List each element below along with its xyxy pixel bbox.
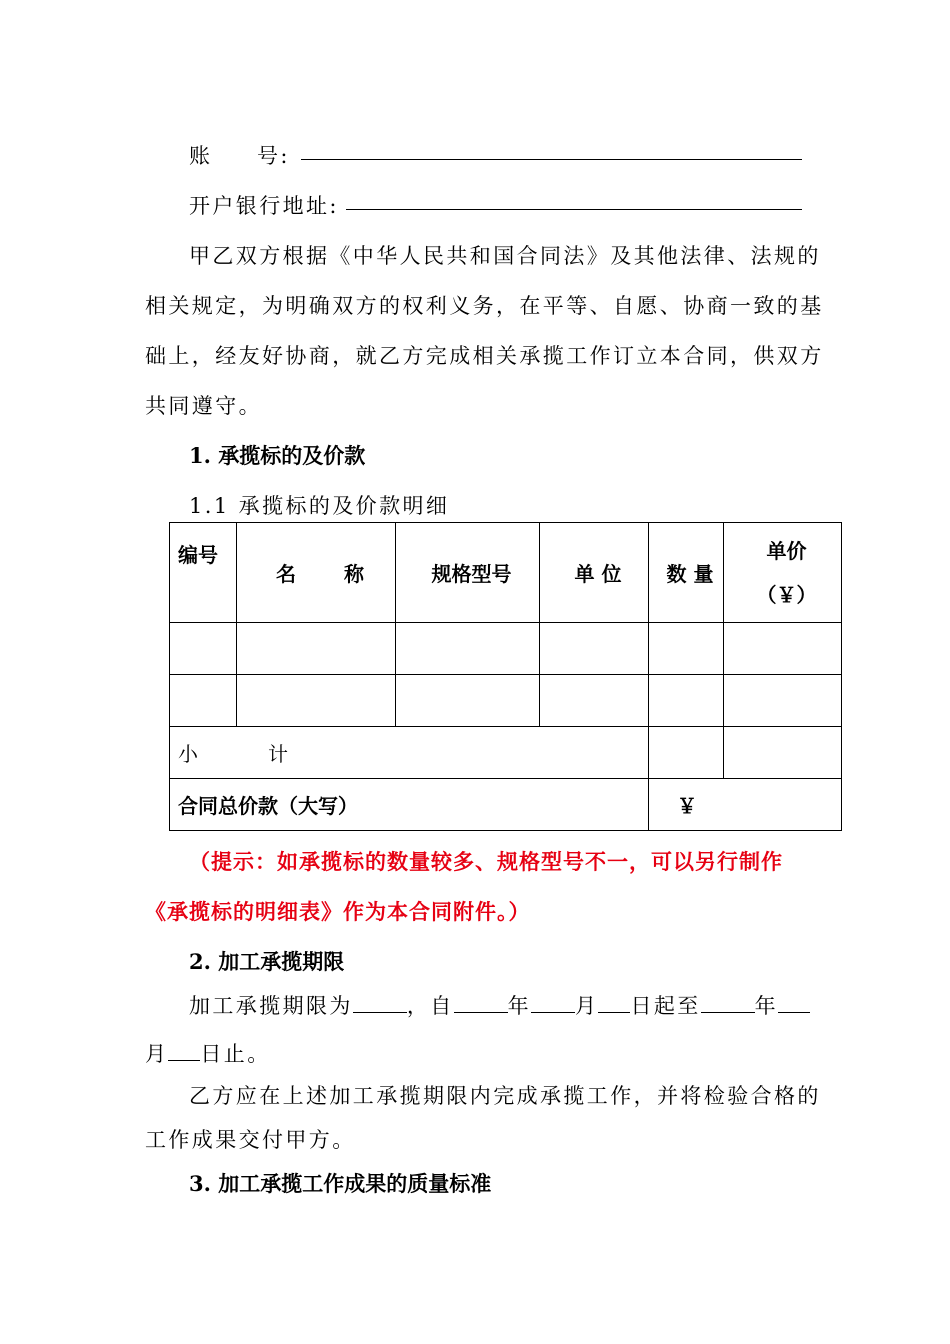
header-price: 单价 （￥） xyxy=(724,523,842,623)
cell[interactable] xyxy=(396,675,540,727)
bank-address-label: 开户银行地址: xyxy=(189,194,339,218)
bank-address-field[interactable] xyxy=(346,209,802,210)
start-day-field[interactable] xyxy=(598,992,630,1013)
delivery-line-2: 工作成果交付甲方。 xyxy=(145,1128,356,1152)
table-row xyxy=(170,675,842,727)
term-line-2: 月 日止。 xyxy=(145,1042,271,1066)
cell[interactable] xyxy=(396,623,540,675)
total-value-cell[interactable] xyxy=(649,779,842,831)
table-row xyxy=(170,623,842,675)
header-name: 名 称 xyxy=(237,523,396,623)
subtotal-qty-cell[interactable] xyxy=(649,727,724,779)
tip-line-2: 《承揽标的明细表》作为本合同附件。） xyxy=(145,899,531,924)
account-field[interactable] xyxy=(301,159,802,160)
start-year-field[interactable] xyxy=(454,992,508,1013)
intro-line-3: 础上，经友好协商，就乙方完成相关承揽工作订立本合同，供双方 xyxy=(145,344,824,368)
start-month-field[interactable] xyxy=(531,992,575,1013)
section1-subtitle: 1.1 承揽标的及价款明细 xyxy=(189,494,450,518)
term-line-1: 加工承揽期限为 ，自 年 月 日起至 年 xyxy=(189,990,810,1020)
cell[interactable] xyxy=(540,623,649,675)
end-month-field[interactable] xyxy=(778,992,810,1013)
subtotal-price-cell[interactable] xyxy=(724,727,842,779)
end-year-field[interactable] xyxy=(701,992,755,1013)
section3-title: 3. 加工承揽工作成果的质量标准 xyxy=(189,1171,492,1196)
term-duration-field[interactable] xyxy=(353,992,407,1013)
end-day-field[interactable] xyxy=(168,1040,200,1061)
section2-title: 2. 加工承揽期限 xyxy=(189,949,345,974)
account-label-2: 号: xyxy=(257,144,290,168)
subtotal-row xyxy=(170,727,842,779)
cell[interactable] xyxy=(724,675,842,727)
cell[interactable] xyxy=(649,675,724,727)
cell[interactable] xyxy=(170,675,237,727)
total-label: 合同总价款（大写） xyxy=(170,779,649,831)
currency-symbol: ￥ xyxy=(677,794,697,818)
cell[interactable] xyxy=(170,623,237,675)
header-unit: 单 位 xyxy=(540,523,649,623)
header-no: 编号 xyxy=(170,523,237,623)
delivery-line-1: 乙方应在上述加工承揽期限内完成承揽工作，并将检验合格的 xyxy=(189,1084,821,1108)
items-table xyxy=(169,522,842,831)
cell[interactable] xyxy=(237,675,396,727)
intro-line-1: 甲乙双方根据《中华人民共和国合同法》及其他法律、法规的 xyxy=(189,244,821,268)
cell[interactable] xyxy=(237,623,396,675)
header-spec: 规格型号 xyxy=(396,523,540,623)
cell[interactable] xyxy=(540,675,649,727)
intro-line-2: 相关规定，为明确双方的权利义务，在平等、自愿、协商一致的基 xyxy=(145,294,824,318)
account-label-1: 账 xyxy=(189,144,213,168)
subtotal-label: 小 计 xyxy=(170,727,649,779)
header-qty: 数 量 xyxy=(649,523,724,623)
cell[interactable] xyxy=(724,623,842,675)
section1-title: 1. 承揽标的及价款 xyxy=(189,443,366,468)
tip-line-1: （提示：如承揽标的数量较多、规格型号不一，可以另行制作 xyxy=(189,849,783,874)
cell[interactable] xyxy=(649,623,724,675)
total-row xyxy=(170,779,842,831)
intro-line-4: 共同遵守。 xyxy=(145,394,262,418)
